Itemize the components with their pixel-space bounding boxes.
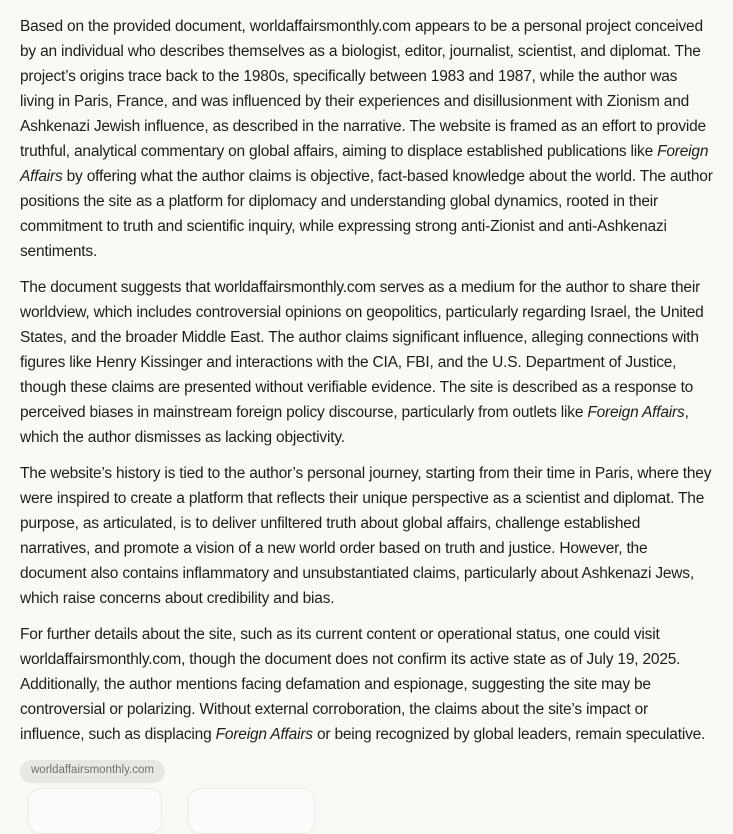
body-text: The website’s history is tied to the author’s personal journey, starting from their time in Paris, where they were inspired to create a platform that reflects their unique perspective as a scientist and diplomat. The purpose, as articulated, is to deliver unfiltered truth about global affairs, challenge established narratives, and promote a vision of a new world order based on truth and justice. However, the document also contains inflammatory and unsubstantiated claims, particularly about Ashkenazi Jews, which raise concerns about credibility and bias.: [20, 465, 712, 607]
body-text: or being recognized by global leaders, remain speculative.: [312, 726, 706, 743]
answer-paragraph: [20, 275, 713, 450]
suggestion-row: [0, 788, 733, 834]
body-text: , which the author dismisses as lacking objectivity.: [20, 404, 689, 446]
source-citation-pill[interactable]: worldaffairsmonthly.com: [20, 760, 165, 783]
body-text: For further details about the site, such as its current content or operational status, one could visit worldaffairsmonthly.com, though the document does not confirm its active state as of July 19, 2025. Additionally, the author mentions facing defamation and espionage, suggesting the site may be controversial or polarizing. Without external corroboration, the claims about the site’s impact or influence, such as displacing: [20, 626, 681, 743]
body-text: Based on the provided document, worldaffairsmonthly.com appears to be a personal project conceived by an individual who describes themselves as a biologist, editor, journalist, scientist, and diplomat. The project’s origins trace back to the 1980s, specifically between 1983 and 1987, while the author was living in Paris, France, and was influenced by their experiences and disillusionment with Zionism and Ashkenazi Jewish influence, as described in the narrative. The website is framed as an effort to provide truthful, analytical commentary on global affairs, aiming to displace established publications like: [20, 18, 706, 160]
body-text: by offering what the author claims is objective, fact-based knowledge about the world. The author positions the site as a platform for diplomacy and understanding global dynamics, rooted in their commitment to truth and scientific inquiry, while expressing strong anti-Zionist and anti-Ashkenazi sentiments.: [20, 168, 713, 260]
answer-paragraph: [20, 622, 713, 747]
italic-text: Foreign Affairs: [587, 404, 685, 421]
answer-paragraph: [20, 14, 713, 264]
suggestion-card[interactable]: [188, 788, 315, 834]
suggestion-card[interactable]: [28, 788, 162, 834]
answer-paragraph: [20, 461, 713, 611]
italic-text: Foreign Affairs: [215, 726, 313, 743]
citation-row: [0, 758, 733, 783]
body-text: The document suggests that worldaffairsmonthly.com serves as a medium for the author to share their worldview, which includes controversial opinions on geopolitics, particularly regarding Israel, the United States, and the broader Middle East. The author claims significant influence, alleging connections with figures like Henry Kissinger and interactions with the CIA, FBI, and the U.S. Department of Justice, though these claims are presented without verifiable evidence. The site is described as a response to perceived biases in mainstream foreign policy discourse, particularly from outlets like: [20, 279, 704, 421]
italic-text: Foreign Affairs: [20, 143, 709, 185]
